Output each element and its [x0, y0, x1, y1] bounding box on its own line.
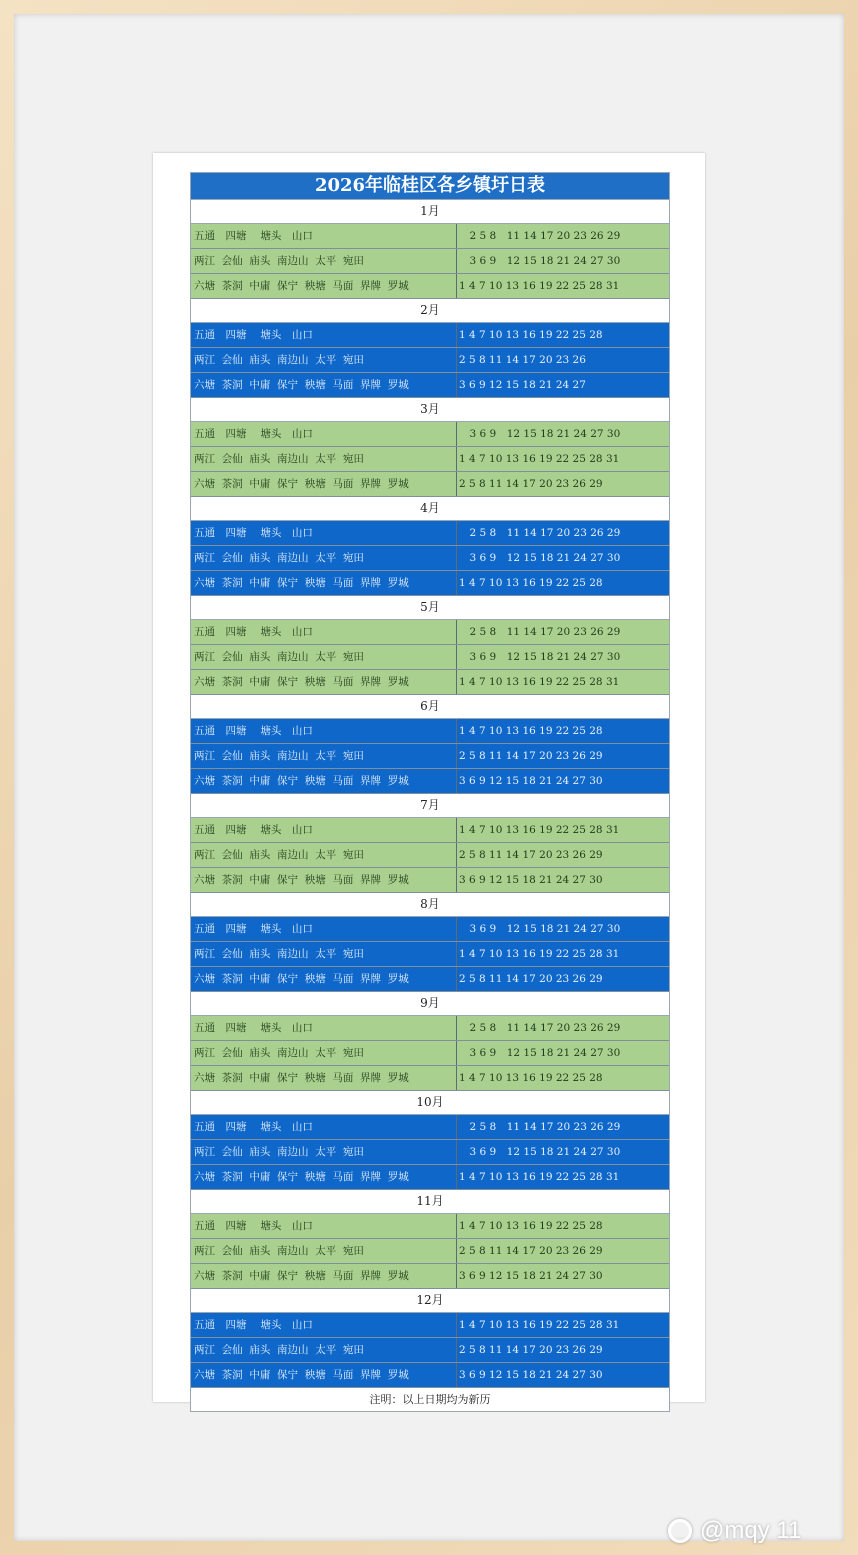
month-section — [191, 695, 669, 794]
table-row — [191, 249, 669, 274]
table-row — [191, 521, 669, 546]
table-row — [191, 967, 669, 992]
table-row — [191, 546, 669, 571]
town-group-cell: 六塘 茶洞 中庸 保宁 秧塘 马面 界牌 罗城 — [191, 1066, 457, 1090]
market-day-table — [190, 172, 670, 1412]
market-days-cell: 3 6 9 12 15 18 21 24 27 30 — [459, 874, 603, 886]
table-row — [191, 719, 669, 744]
month-header: 5月 — [191, 596, 669, 620]
town-group-cell: 两江 会仙 庙头 南边山 太平 宛田 — [191, 744, 457, 768]
month-header: 2月 — [191, 299, 669, 323]
market-days-cell: 3 6 9 12 15 18 21 24 27 30 — [459, 651, 621, 663]
market-days-cell: 2 5 8 11 14 17 20 23 26 29 — [459, 750, 603, 762]
market-days-cell: 2 5 8 11 14 17 20 23 26 29 — [459, 973, 603, 985]
table-row — [191, 422, 669, 447]
month-section — [191, 299, 669, 398]
months-container — [191, 200, 669, 1388]
market-days-cell: 1 4 7 10 13 16 19 22 25 28 — [459, 329, 603, 341]
town-group-cell: 两江 会仙 庙头 南边山 太平 宛田 — [191, 1338, 457, 1362]
watermark-text: @mqy 11 — [700, 1517, 802, 1544]
market-days-cell: 1 4 7 10 13 16 19 22 25 28 31 — [459, 1171, 620, 1183]
town-group-cell: 两江 会仙 庙头 南边山 太平 宛田 — [191, 348, 457, 372]
town-group-cell: 五通 四塘 塘头 山口 — [191, 1016, 457, 1040]
table-row — [191, 1363, 669, 1388]
month-section — [191, 200, 669, 299]
town-group-cell: 六塘 茶洞 中庸 保宁 秧塘 马面 界牌 罗城 — [191, 373, 457, 397]
table-row — [191, 744, 669, 769]
table-row — [191, 447, 669, 472]
month-section — [191, 1190, 669, 1289]
market-days-cell: 1 4 7 10 13 16 19 22 25 28 31 — [459, 676, 620, 688]
town-group-cell: 两江 会仙 庙头 南边山 太平 宛田 — [191, 942, 457, 966]
market-days-cell: 2 5 8 11 14 17 20 23 26 29 — [459, 1344, 603, 1356]
market-days-cell: 3 6 9 12 15 18 21 24 27 30 — [459, 1369, 603, 1381]
table-row — [191, 571, 669, 596]
town-group-cell: 六塘 茶洞 中庸 保宁 秧塘 马面 界牌 罗城 — [191, 274, 457, 298]
town-group-cell: 六塘 茶洞 中庸 保宁 秧塘 马面 界牌 罗城 — [191, 571, 457, 595]
town-group-cell: 五通 四塘 塘头 山口 — [191, 1115, 457, 1139]
month-section — [191, 1091, 669, 1190]
market-days-cell: 2 5 8 11 14 17 20 23 26 29 — [459, 1121, 621, 1133]
town-group-cell: 六塘 茶洞 中庸 保宁 秧塘 马面 界牌 罗城 — [191, 1363, 457, 1387]
market-days-cell: 3 6 9 12 15 18 21 24 27 30 — [459, 255, 621, 267]
town-group-cell: 六塘 茶洞 中庸 保宁 秧塘 马面 界牌 罗城 — [191, 967, 457, 991]
table-note: 注明：以上日期均为新历 — [369, 1393, 491, 1406]
table-row — [191, 645, 669, 670]
town-group-cell: 两江 会仙 庙头 南边山 太平 宛田 — [191, 1140, 457, 1164]
market-days-cell: 3 6 9 12 15 18 21 24 27 30 — [459, 552, 621, 564]
market-days-cell: 1 4 7 10 13 16 19 22 25 28 — [459, 1220, 603, 1232]
table-row — [191, 373, 669, 398]
table-row — [191, 472, 669, 497]
market-days-cell: 2 5 8 11 14 17 20 23 26 29 — [459, 849, 603, 861]
table-row — [191, 917, 669, 942]
market-days-cell: 1 4 7 10 13 16 19 22 25 28 31 — [459, 280, 620, 292]
town-group-cell: 两江 会仙 庙头 南边山 太平 宛田 — [191, 1041, 457, 1065]
market-days-cell: 1 4 7 10 13 16 19 22 25 28 — [459, 725, 603, 737]
town-group-cell: 五通 四塘 塘头 山口 — [191, 620, 457, 644]
town-group-cell: 六塘 茶洞 中庸 保宁 秧塘 马面 界牌 罗城 — [191, 769, 457, 793]
month-section — [191, 794, 669, 893]
market-days-cell: 3 6 9 12 15 18 21 24 27 — [459, 379, 586, 391]
town-group-cell: 两江 会仙 庙头 南边山 太平 宛田 — [191, 546, 457, 570]
market-days-cell: 2 5 8 11 14 17 20 23 26 29 — [459, 1245, 603, 1257]
market-days-cell: 2 5 8 11 14 17 20 23 26 29 — [459, 230, 621, 242]
table-title: 2026年临桂区各乡镇圩日表 — [191, 173, 669, 200]
town-group-cell: 五通 四塘 塘头 山口 — [191, 1214, 457, 1238]
town-group-cell: 五通 四塘 塘头 山口 — [191, 422, 457, 446]
table-row — [191, 1313, 669, 1338]
town-group-cell: 两江 会仙 庙头 南边山 太平 宛田 — [191, 843, 457, 867]
market-days-cell: 2 5 8 11 14 17 20 23 26 29 — [459, 527, 621, 539]
town-group-cell: 六塘 茶洞 中庸 保宁 秧塘 马面 界牌 罗城 — [191, 670, 457, 694]
table-row — [191, 818, 669, 843]
market-days-cell: 1 4 7 10 13 16 19 22 25 28 31 — [459, 453, 620, 465]
town-group-cell: 五通 四塘 塘头 山口 — [191, 323, 457, 347]
town-group-cell: 两江 会仙 庙头 南边山 太平 宛田 — [191, 249, 457, 273]
table-row — [191, 620, 669, 645]
market-days-cell: 3 6 9 12 15 18 21 24 27 30 — [459, 1270, 603, 1282]
town-group-cell: 五通 四塘 塘头 山口 — [191, 818, 457, 842]
market-days-cell: 3 6 9 12 15 18 21 24 27 30 — [459, 1047, 621, 1059]
town-group-cell: 五通 四塘 塘头 山口 — [191, 917, 457, 941]
table-row — [191, 1338, 669, 1363]
table-row — [191, 1066, 669, 1091]
table-row — [191, 1165, 669, 1190]
table-row — [191, 942, 669, 967]
market-days-cell: 1 4 7 10 13 16 19 22 25 28 31 — [459, 1319, 620, 1331]
town-group-cell: 两江 会仙 庙头 南边山 太平 宛田 — [191, 1239, 457, 1263]
month-section — [191, 596, 669, 695]
month-header: 4月 — [191, 497, 669, 521]
table-row — [191, 1041, 669, 1066]
table-row — [191, 670, 669, 695]
market-days-cell: 3 6 9 12 15 18 21 24 27 30 — [459, 428, 621, 440]
table-row — [191, 843, 669, 868]
table-row — [191, 769, 669, 794]
market-days-cell: 2 5 8 11 14 17 20 23 26 29 — [459, 478, 603, 490]
month-header: 12月 — [191, 1289, 669, 1313]
town-group-cell: 六塘 茶洞 中庸 保宁 秧塘 马面 界牌 罗城 — [191, 1264, 457, 1288]
table-row — [191, 1115, 669, 1140]
town-group-cell: 两江 会仙 庙头 南边山 太平 宛田 — [191, 645, 457, 669]
table-row — [191, 1140, 669, 1165]
table-row — [191, 1264, 669, 1289]
town-group-cell: 六塘 茶洞 中庸 保宁 秧塘 马面 界牌 罗城 — [191, 1165, 457, 1189]
market-days-cell: 2 5 8 11 14 17 20 23 26 — [459, 354, 586, 366]
table-row — [191, 1016, 669, 1041]
market-days-cell: 3 6 9 12 15 18 21 24 27 30 — [459, 923, 621, 935]
market-days-cell: 2 5 8 11 14 17 20 23 26 29 — [459, 626, 621, 638]
town-group-cell: 两江 会仙 庙头 南边山 太平 宛田 — [191, 447, 457, 471]
month-header: 8月 — [191, 893, 669, 917]
month-section — [191, 893, 669, 992]
month-header: 7月 — [191, 794, 669, 818]
month-section — [191, 497, 669, 596]
market-days-cell: 1 4 7 10 13 16 19 22 25 28 31 — [459, 824, 620, 836]
market-days-cell: 1 4 7 10 13 16 19 22 25 28 — [459, 1072, 603, 1084]
table-row — [191, 1239, 669, 1264]
month-section — [191, 398, 669, 497]
month-header: 9月 — [191, 992, 669, 1016]
market-days-cell: 2 5 8 11 14 17 20 23 26 29 — [459, 1022, 621, 1034]
table-row — [191, 323, 669, 348]
month-header: 11月 — [191, 1190, 669, 1214]
table-row — [191, 274, 669, 299]
month-header: 10月 — [191, 1091, 669, 1115]
town-group-cell: 五通 四塘 塘头 山口 — [191, 224, 457, 248]
month-section — [191, 1289, 669, 1388]
weibo-logo-icon — [668, 1519, 692, 1543]
month-header: 3月 — [191, 398, 669, 422]
town-group-cell: 五通 四塘 塘头 山口 — [191, 521, 457, 545]
town-group-cell: 六塘 茶洞 中庸 保宁 秧塘 马面 界牌 罗城 — [191, 472, 457, 496]
market-days-cell: 3 6 9 12 15 18 21 24 27 30 — [459, 1146, 621, 1158]
table-row — [191, 224, 669, 249]
month-section — [191, 992, 669, 1091]
month-header: 1月 — [191, 200, 669, 224]
table-row — [191, 868, 669, 893]
watermark — [668, 1517, 801, 1545]
table-row — [191, 348, 669, 373]
town-group-cell: 六塘 茶洞 中庸 保宁 秧塘 马面 界牌 罗城 — [191, 868, 457, 892]
market-days-cell: 3 6 9 12 15 18 21 24 27 30 — [459, 775, 603, 787]
market-days-cell: 1 4 7 10 13 16 19 22 25 28 31 — [459, 948, 620, 960]
town-group-cell: 五通 四塘 塘头 山口 — [191, 719, 457, 743]
market-days-cell: 1 4 7 10 13 16 19 22 25 28 — [459, 577, 603, 589]
table-row — [191, 1214, 669, 1239]
town-group-cell: 五通 四塘 塘头 山口 — [191, 1313, 457, 1337]
month-header: 6月 — [191, 695, 669, 719]
